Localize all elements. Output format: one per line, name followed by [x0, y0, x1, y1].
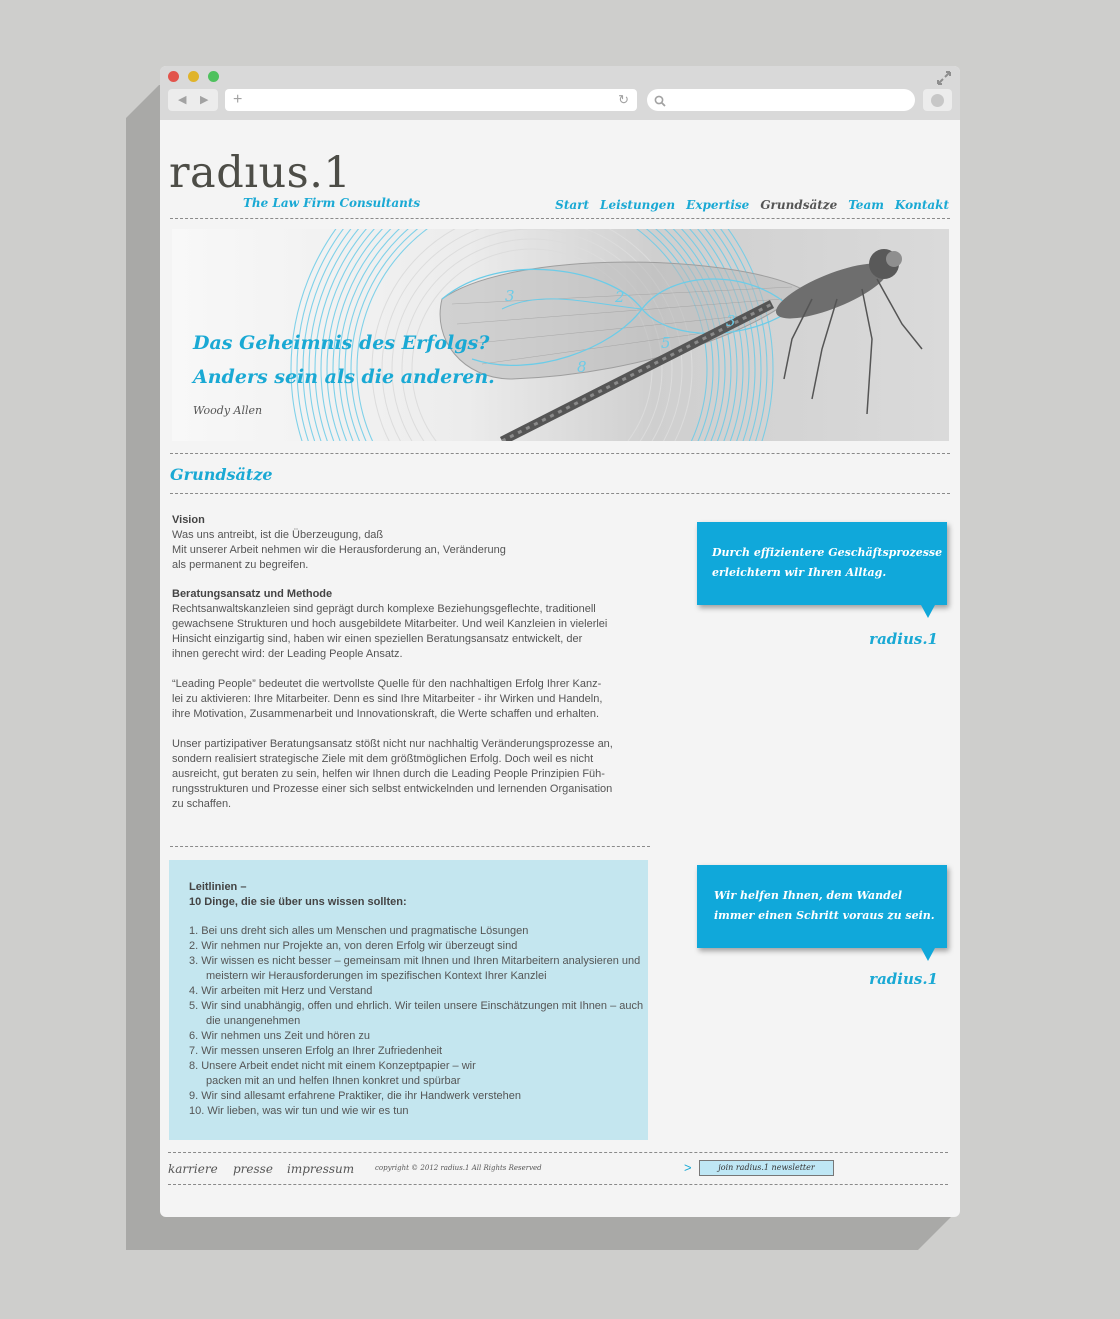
extension-icon	[931, 94, 944, 107]
method-text: Rechtsanwaltskanzleien sind geprägt durch komplexe Beziehungsgeflechte, traditionell	[172, 603, 596, 615]
address-bar[interactable]	[225, 89, 637, 111]
method-text: ihnen gerecht wird: der Leading People Ansatz.	[172, 648, 403, 660]
method-text: zu schaffen.	[172, 798, 232, 810]
site-logo[interactable]: radıus.1	[169, 148, 352, 198]
nav-grundsaetze[interactable]: Grundsätze	[760, 198, 838, 212]
quote-author: Woody Allen	[193, 404, 263, 417]
method-text: “Leading People” bedeutet die wertvollste Quelle für den nachhaltigen Erfolg Ihrer Kanz-	[172, 678, 602, 690]
leitlinien-heading-line2: 10 Dinge, die sie über uns wissen sollten:	[189, 896, 407, 908]
bubble-text: Wir helfen Ihnen, dem Wandel	[714, 889, 903, 902]
list-item: 9. Wir sind allesamt erfahrene Praktiker, die ihr Handwerk verstehen	[189, 1090, 521, 1102]
footer-link-karriere[interactable]: karriere	[168, 1162, 218, 1176]
hero-banner	[172, 229, 949, 441]
fibonacci-number: 8	[577, 358, 587, 376]
list-item: 3. Wir wissen es nicht besser – gemeinsam mit Ihnen und Ihren Mitarbeitern analysieren und meistern wir Herausforderungen im spezifischen Kontext Ihrer Kanzlei	[189, 955, 641, 982]
site-tagline: The Law Firm Consultants	[243, 196, 421, 210]
speech-bubble-2	[697, 865, 947, 948]
fibonacci-number: 3	[505, 287, 515, 305]
footer-divider	[168, 1184, 948, 1185]
list-item: 4. Wir arbeiten mit Herz und Verstand	[189, 985, 373, 997]
web-page	[160, 120, 960, 1217]
method-section	[172, 587, 642, 812]
search-icon	[654, 94, 666, 106]
method-text: Unser partizipativer Beratungsansatz stößt nicht nur nachhaltig Veränderungsprozesse an,	[172, 738, 613, 750]
list-item: 8. Unsere Arbeit endet nicht mit einem Konzeptpapier – wir packen mit an und helfen Ihnen konkret und spürbar	[189, 1060, 476, 1087]
method-text: sondern realisiert strategische Ziele mit dem größtmöglichen Erfolg. Doch weil es nicht	[172, 753, 594, 765]
vision-text: Mit unserer Arbeit nehmen wir die Herausforderung an, Veränderung	[172, 544, 506, 556]
list-item: 1. Bei uns dreht sich alles um Menschen und pragmatische Lösungen	[189, 925, 529, 937]
vision-section	[172, 513, 642, 573]
hero-quote-line1: Das Geheimnis des Erfolgs?	[193, 332, 490, 354]
search-bar[interactable]	[647, 89, 915, 111]
divider	[170, 846, 650, 847]
newsletter-button[interactable]: join radius.1 newsletter	[699, 1160, 834, 1176]
list-item: 6. Wir nehmen uns Zeit und hören zu	[189, 1030, 370, 1042]
list-item: 5. Wir sind unabhängig, offen und ehrlich. Wir teilen unsere Einschätzungen mit Ihnen – auch die unangenehmen	[189, 1000, 644, 1027]
page-title: Grundsätze	[170, 465, 273, 484]
method-text: ausreicht, gut beraten zu sein, helfen wir Ihnen durch die Leading People Prinzipien Füh-	[172, 768, 605, 780]
footer-link-presse[interactable]: presse	[233, 1162, 273, 1176]
divider	[170, 493, 950, 494]
close-light[interactable]	[168, 71, 179, 82]
method-text: gewachsene Strukturen und hoch ausgebildete Mitarbeiter. Und weil Kanzleien in vielerlei	[172, 618, 608, 630]
back-button[interactable]: ◀	[178, 94, 187, 106]
list-item: 10. Wir lieben, was wir tun und wie wir es tun	[189, 1105, 409, 1117]
bubble-text: erleichtern wir Ihren Alltag.	[712, 566, 887, 579]
speech-bubble-1	[697, 522, 947, 605]
bubble-text: immer einen Schritt voraus zu sein.	[714, 909, 935, 922]
method-heading: Beratungsansatz und Methode	[172, 588, 333, 600]
fullscreen-icon[interactable]	[936, 70, 952, 86]
divider	[170, 453, 950, 454]
fibonacci-number: 3	[726, 312, 736, 330]
bubble-text: Durch effizientere Geschäftsprozesse	[712, 546, 943, 559]
nav-start[interactable]: Start	[555, 198, 590, 212]
bubble-signature: radius.1	[869, 970, 938, 988]
nav-expertise[interactable]: Expertise	[686, 198, 750, 212]
history-buttons	[168, 89, 218, 111]
hero-quote-line2: Anders sein als die anderen.	[193, 366, 495, 388]
list-item: 2. Wir nehmen nur Projekte an, von deren Erfolg wir überzeugt sind	[189, 940, 518, 952]
forward-button[interactable]: ▶	[200, 94, 209, 106]
method-text: lei zu aktivieren: Ihre Mitarbeiter. Denn es sind Ihre Mitarbeiter - ihr Wirken und Handeln,	[172, 693, 603, 705]
nav-kontakt[interactable]: Kontakt	[894, 198, 949, 212]
vision-text: als permanent zu begreifen.	[172, 559, 309, 571]
footer-divider	[168, 1152, 948, 1153]
vision-heading: Vision	[172, 514, 205, 526]
leitlinien-list	[189, 924, 651, 1119]
browser-toolbar	[160, 66, 960, 120]
nav-team[interactable]: Team	[848, 198, 884, 212]
header-divider	[170, 218, 950, 219]
chevron-right-icon: >	[684, 1160, 692, 1175]
method-text: rungsstrukturen und Prozesse einer sich selbst entwickelnden und lernenden Organisation	[172, 783, 613, 795]
zoom-light[interactable]	[208, 71, 219, 82]
nav-leistungen[interactable]: Leistungen	[600, 198, 676, 212]
method-text: Hinsicht einzigartig sind, haben wir einen speziellen Beratungsansatz entwickelt, der	[172, 633, 583, 645]
browser-window	[160, 66, 960, 1217]
leitlinien-heading-line1: Leitlinien –	[189, 881, 247, 893]
bubble-signature: radius.1	[869, 630, 938, 648]
extension-button[interactable]	[923, 89, 952, 111]
reload-icon[interactable]: ↻	[618, 92, 629, 107]
fibonacci-number: 5	[661, 334, 671, 352]
new-tab-icon[interactable]: +	[233, 91, 243, 108]
main-navigation	[544, 198, 949, 212]
leitlinien-heading	[189, 880, 407, 910]
list-item: 7. Wir messen unseren Erfolg an Ihrer Zufriedenheit	[189, 1045, 443, 1057]
footer-link-impressum[interactable]: impressum	[287, 1162, 355, 1176]
method-text: ihre Motivation, Zusammenarbeit und Innovationskraft, die Werte schaffen und erhalten.	[172, 708, 599, 720]
minimize-light[interactable]	[188, 71, 199, 82]
fibonacci-number: 2	[615, 288, 625, 306]
leitlinien-box	[169, 860, 648, 1140]
copyright-text: copyright © 2012 radius.1 All Rights Reserved	[375, 1164, 542, 1172]
vision-text: Was uns antreibt, ist die Überzeugung, daß	[172, 529, 384, 541]
